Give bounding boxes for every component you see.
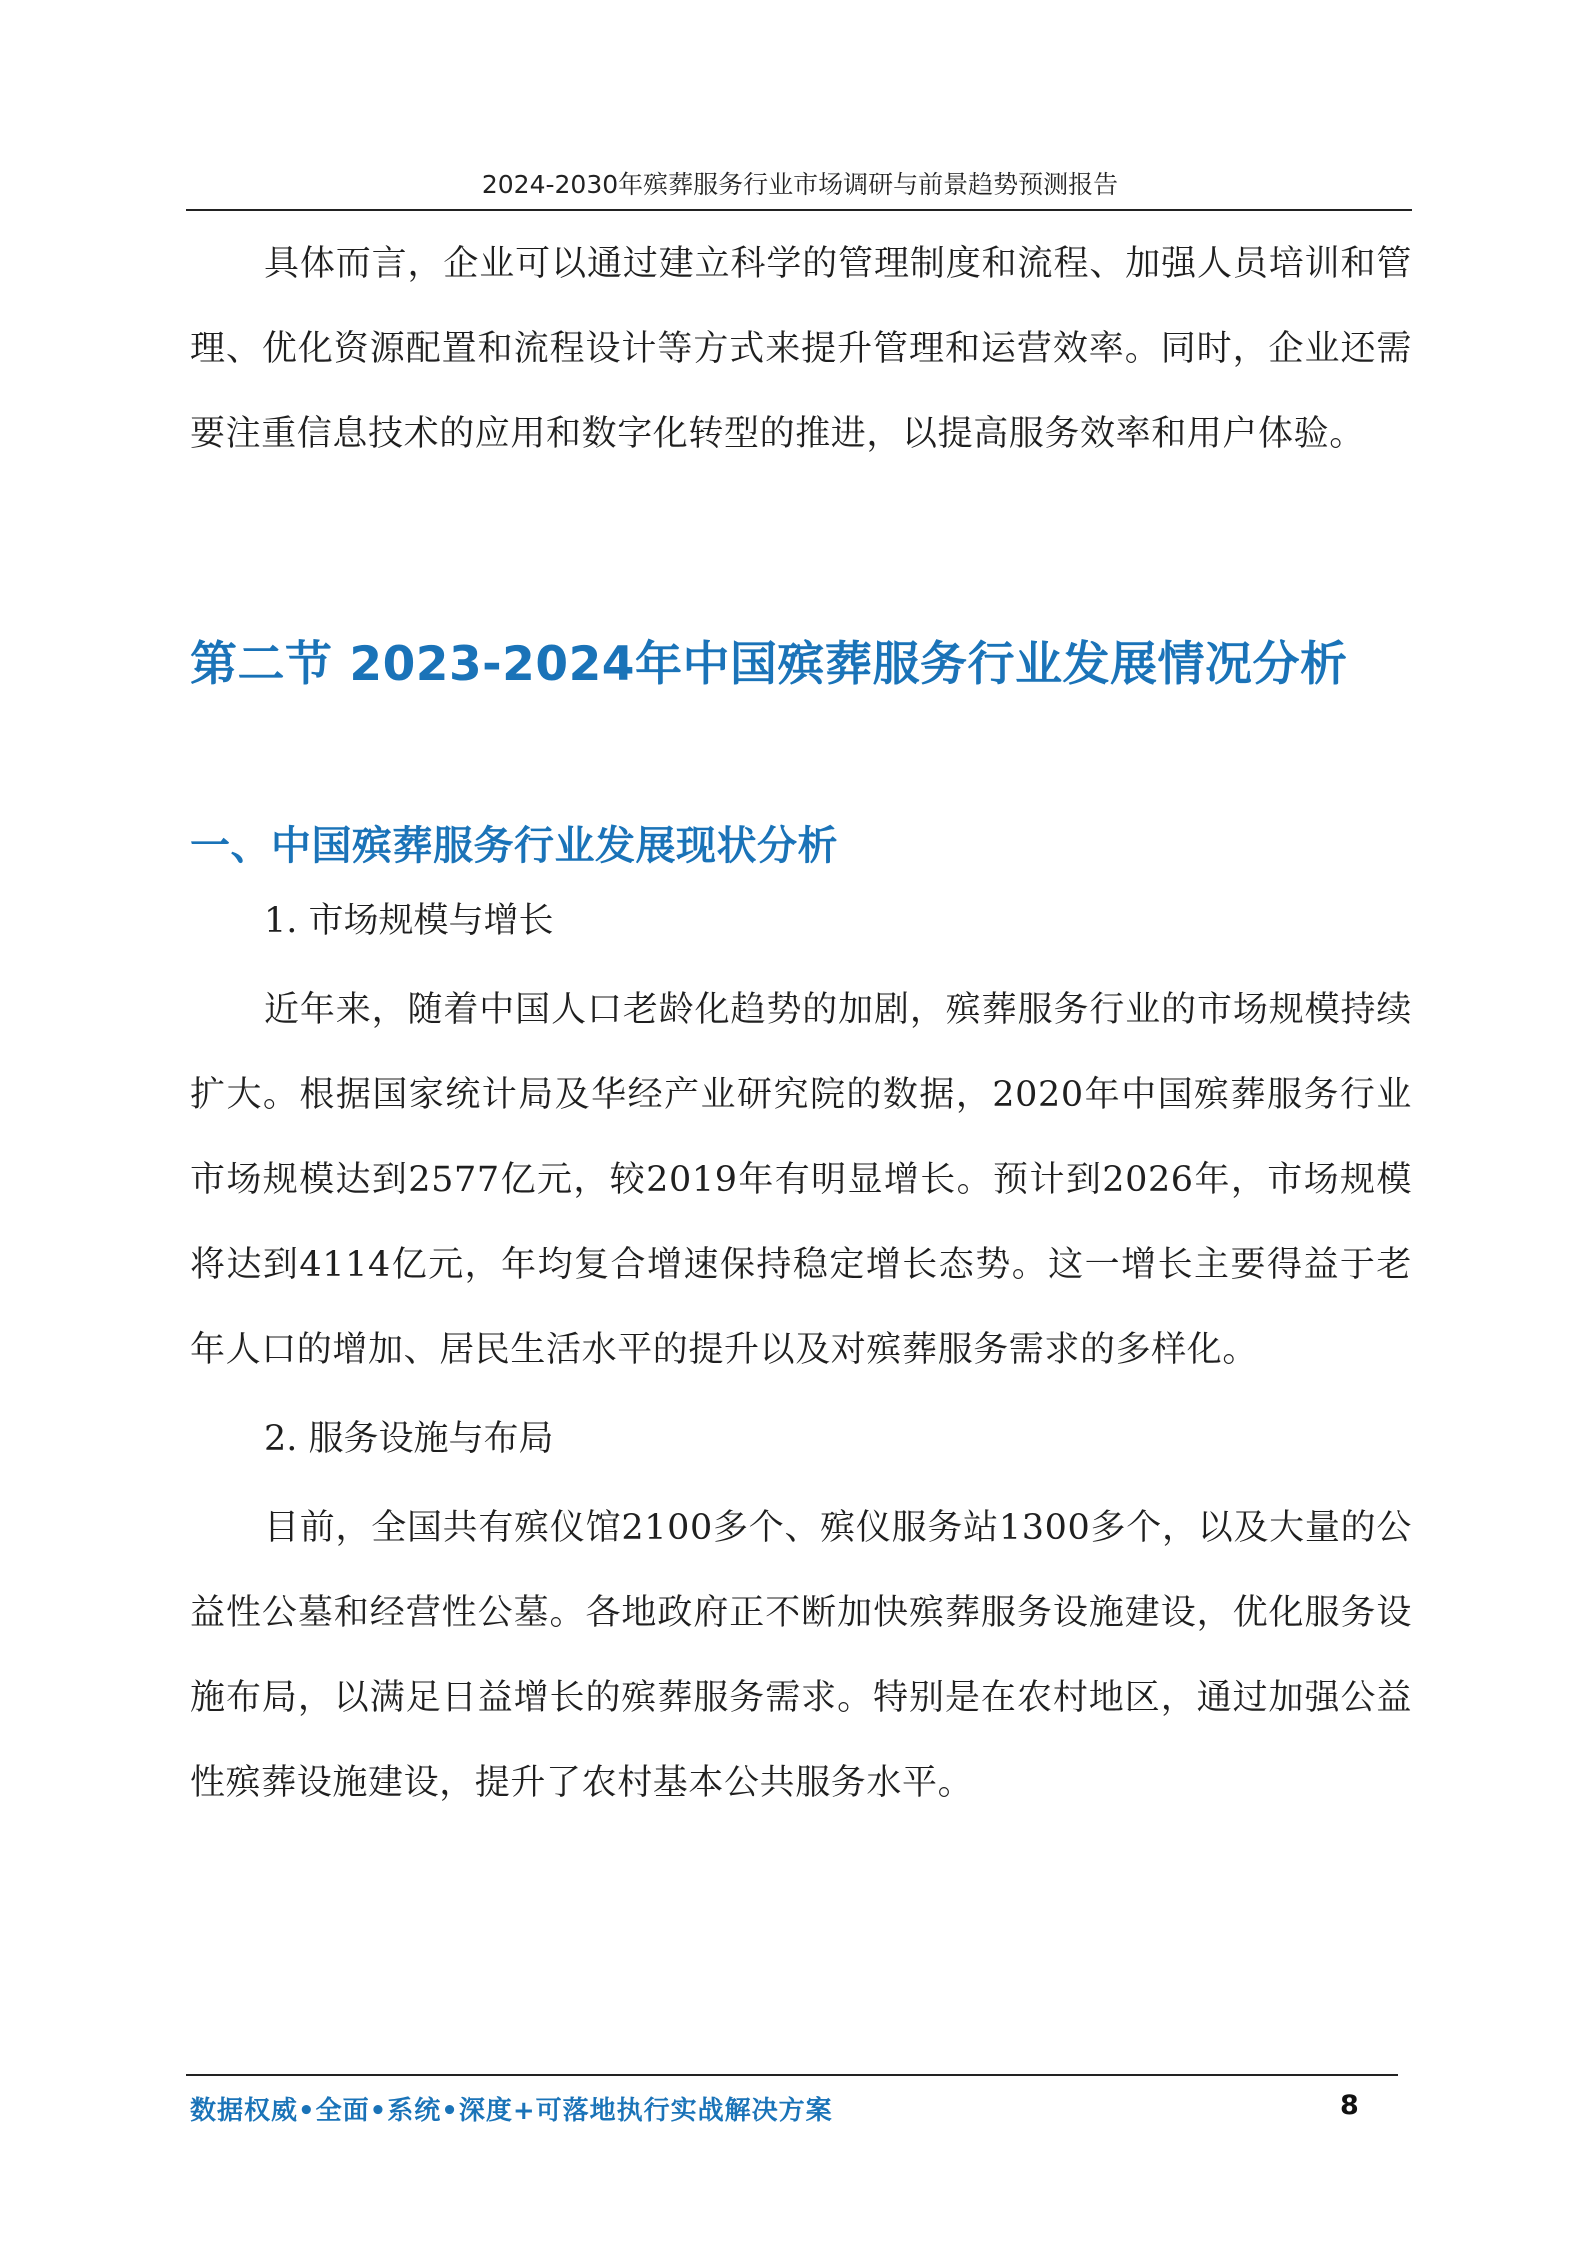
page-number: 8	[1340, 2090, 1359, 2121]
footer-divider	[186, 2074, 1398, 2076]
footer-slogan: 数据权威•全面•系统•深度+可落地执行实战解决方案	[190, 2096, 833, 2126]
item-2-title: 2. 服务设施与布局	[264, 1419, 554, 1459]
subsection-heading: 一、中国殡葬服务行业发展现状分析	[190, 823, 838, 869]
running-header: 2024-2030年殡葬服务行业市场调研与前景趋势预测报告	[481, 170, 1119, 199]
section-heading: 第二节 2023-2024年中国殡葬服务行业发展情况分析	[190, 637, 1348, 692]
item-2-paragraph: 目前，全国共有殡仪馆2100多个、殡仪服务站1300多个，以及大量的公益性公墓和经营性公墓。各地政府正不断加快殡葬服务设施建设，优化服务设施布局，以满足日益增长的殡葬服务需求。特别是在农村地区，通过加强公益性殡葬设施建设，提升了农村基本公共服务水平。	[190, 1508, 1412, 1803]
item-1-paragraph: 近年来，随着中国人口老龄化趋势的加剧，殡葬服务行业的市场规模持续扩大。根据国家统计局及华经产业研究院的数据，2020年中国殡葬服务行业市场规模达到2577亿元，较2019年有明显增长。预计到2026年，市场规模将达到4114亿元，年均复合增速保持稳定增长态势。这一增长主要得益于老年人口的增加、居民生活水平的提升以及对殡葬服务需求的多样化。	[190, 990, 1412, 1370]
page-body	[190, 222, 1412, 1826]
item-1-title: 1. 市场规模与增长	[264, 901, 554, 941]
header-divider	[186, 209, 1412, 211]
intro-paragraph: 具体而言，企业可以通过建立科学的管理制度和流程、加强人员培训和管理、优化资源配置和流程设计等方式来提升管理和运营效率。同时，企业还需要注重信息技术的应用和数字化转型的推进，以提高服务效率和用户体验。	[190, 244, 1412, 454]
